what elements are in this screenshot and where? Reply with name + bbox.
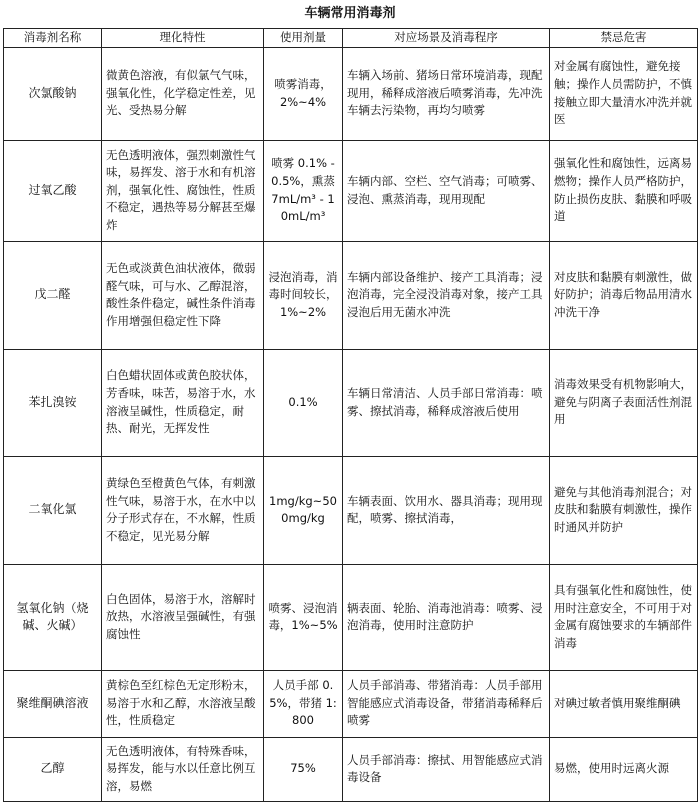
row-hazard: 具有强氧化性和腐蚀性，使用时注意安全，不可用于对金属有腐蚀要求的车辆部件消毒 <box>550 564 698 670</box>
row-properties: 黄绿色至橙黄色气体，有刺激性气味，易溶于水，在水中以分子形式存在，不水解，性质不稳定，见光易分解 <box>102 456 264 564</box>
table-row <box>4 47 698 140</box>
disinfectant-table <box>3 28 698 802</box>
row-hazard: 强氧化性和腐蚀性，远离易燃物；操作人员严格防护，防止损伤皮肤、黏膜和呼吸道 <box>550 140 698 241</box>
row-scene: 车辆内部设备维护、接产工具消毒；浸泡消毒，完全浸没消毒对象，接产工具浸泡后用无菌水冲洗 <box>343 241 550 349</box>
row-properties: 黄棕色至红棕色无定形粉末，易溶于水和乙醇，水溶液呈酸性，性质稳定 <box>102 670 264 737</box>
row-name: 乙醇 <box>4 737 102 801</box>
row-name: 戊二醛 <box>4 241 102 349</box>
row-dosage: 喷雾 0.1% - 0.5%，熏蒸 7mL/m³ - 10mL/m³ <box>264 140 343 241</box>
row-scene: 人员手部消毒、带猪消毒：人员手部用智能感应式消毒设备，带猪消毒稀释后喷雾 <box>343 670 550 737</box>
row-hazard: 消毒效果受有机物影响大，避免与阴离子表面活性剂混用 <box>550 349 698 456</box>
table-row <box>4 456 698 564</box>
header-hazard: 禁忌危害 <box>550 29 698 48</box>
row-dosage: 喷雾、浸泡消毒，1%~5% <box>264 564 343 670</box>
row-properties: 白色蜡状固体或黄色胶状体，芳香味，味苦，易溶于水，水溶液呈碱性，性质稳定，耐热、耐光，无挥发性 <box>102 349 264 456</box>
row-dosage: 0.1% <box>264 349 343 456</box>
row-hazard: 对碘过敏者慎用聚维酮碘 <box>550 670 698 737</box>
row-properties: 微黄色溶液，有似氯气气味，强氧化性，化学稳定性差，见光、受热易分解 <box>102 47 264 140</box>
row-properties: 无色透明液体，有特殊香味，易挥发，能与水以任意比例互溶，易燃 <box>102 737 264 801</box>
row-scene: 车辆内部、空栏、空气消毒；可喷雾、浸泡、熏蒸消毒，现用现配 <box>343 140 550 241</box>
row-dosage: 喷雾消毒，2%~4% <box>264 47 343 140</box>
row-scene: 车辆入场前、猪场日常环境消毒，现配现用，稀释成溶液后喷雾消毒，先冲洗车辆去污染物，再均匀喷雾 <box>343 47 550 140</box>
table-row <box>4 241 698 349</box>
row-name: 二氧化氯 <box>4 456 102 564</box>
row-hazard: 避免与其他消毒剂混合；对皮肤和黏膜有刺激性，操作时通风并防护 <box>550 456 698 564</box>
row-scene: 人员手部消毒：擦拭、用智能感应式消毒设备 <box>343 737 550 801</box>
table-row <box>4 140 698 241</box>
document-title: 车辆常用消毒剂 <box>304 6 396 21</box>
header-dosage: 使用剂量 <box>264 29 343 48</box>
row-dosage: 1mg/kg~500mg/kg <box>264 456 343 564</box>
table-row <box>4 737 698 801</box>
row-dosage: 浸泡消毒，消毒时间较长，1%~2% <box>264 241 343 349</box>
row-properties: 无色或淡黄色油状液体，微弱醛气味，可与水、乙醇混溶，酸性条件稳定，碱性条件消毒作用增强但稳定性下降 <box>102 241 264 349</box>
row-name: 过氧乙酸 <box>4 140 102 241</box>
table-row <box>4 349 698 456</box>
row-hazard: 对皮肤和黏膜有刺激性，做好防护；消毒后物品用清水冲洗干净 <box>550 241 698 349</box>
table-row <box>4 564 698 670</box>
row-dosage: 75% <box>264 737 343 801</box>
row-name: 聚维酮碘溶液 <box>4 670 102 737</box>
row-hazard: 对金属有腐蚀性，避免接触；操作人员需防护，不慎接触立即大量清水冲洗并就医 <box>550 47 698 140</box>
header-scene: 对应场景及消毒程序 <box>343 29 550 48</box>
row-properties: 白色固体，易溶于水，溶解时放热，水溶液呈强碱性，有强腐蚀性 <box>102 564 264 670</box>
row-scene: 车辆日常清洁、人员手部日常消毒：喷雾、擦拭消毒，稀释成溶液后使用 <box>343 349 550 456</box>
row-name: 苯扎溴铵 <box>4 349 102 456</box>
header-properties: 理化特性 <box>102 29 264 48</box>
row-properties: 无色透明液体，强烈刺激性气味，易挥发、溶于水和有机溶剂，强氧化性、腐蚀性，性质不稳定，遇热等易分解甚至爆炸 <box>102 140 264 241</box>
row-hazard: 易燃，使用时远离火源 <box>550 737 698 801</box>
row-scene: 车辆表面、饮用水、器具消毒；现用现配，喷雾、擦拭消毒， <box>343 456 550 564</box>
row-name: 氢氧化钠（烧碱、火碱） <box>4 564 102 670</box>
row-name: 次氯酸钠 <box>4 47 102 140</box>
header-name: 消毒剂名称 <box>4 29 102 48</box>
row-dosage: 人员手部 0.5%，带猪 1:800 <box>264 670 343 737</box>
row-scene: 辆表面、轮胎、消毒池消毒：喷雾、浸泡消毒，使用时注意防护 <box>343 564 550 670</box>
table-row <box>4 670 698 737</box>
header-row <box>4 29 698 48</box>
